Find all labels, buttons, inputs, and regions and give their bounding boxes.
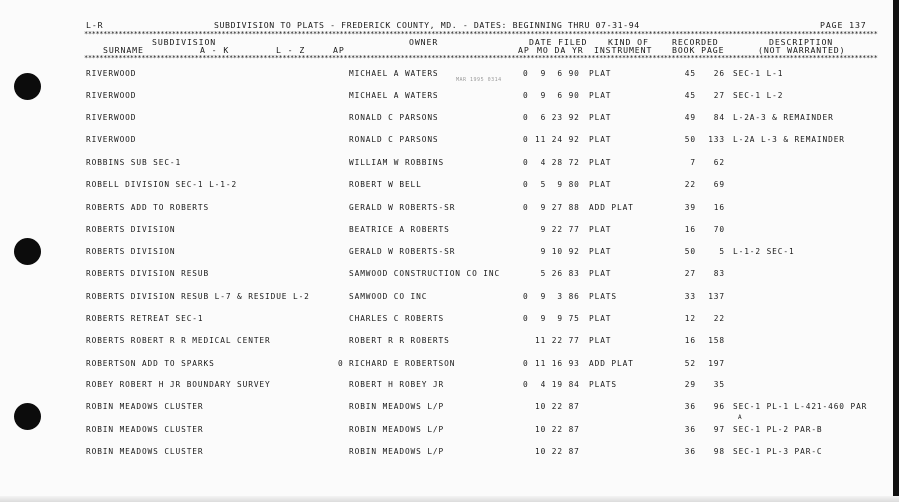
kind-of-instrument: ADD PLAT <box>589 359 634 368</box>
date-filed: 9 22 77 <box>535 225 580 234</box>
recorded-book: 7 <box>690 158 696 167</box>
table-row <box>0 247 899 261</box>
date-filed: 9 6 90 <box>535 69 580 78</box>
col-range-l-z: L - Z <box>276 45 306 55</box>
table-row <box>0 447 899 461</box>
owner-name: ROBIN MEADOWS L/P <box>349 425 445 434</box>
table-row <box>0 203 899 217</box>
owner-name: SAMWOOD CO INC <box>349 292 428 301</box>
table-row <box>0 336 899 350</box>
report-code: L-R <box>86 20 104 30</box>
col-ap-2: AP <box>518 45 530 55</box>
description: SEC-1 PL-2 PAR-B <box>733 425 823 434</box>
recorded-page: 62 <box>713 158 725 167</box>
owner-name: BEATRICE A ROBERTS <box>349 225 450 234</box>
subdivision-name: ROBERTS DIVISION RESUB <box>86 269 210 278</box>
page-label: PAGE 137 <box>820 20 867 30</box>
kind-of-instrument: PLAT <box>589 225 612 234</box>
subdivision-name: ROBIN MEADOWS CLUSTER <box>86 402 204 411</box>
recorded-book: 50 <box>684 135 696 144</box>
table-row <box>0 402 899 416</box>
ap-flag: 0 <box>523 380 529 389</box>
film-bottom-strip <box>0 496 899 502</box>
owner-name: WILLIAM W ROBBINS <box>349 158 445 167</box>
description: SEC-1 L-1 <box>733 69 784 78</box>
description: SEC-1 PL-1 L-421-460 PAR <box>733 402 868 411</box>
col-surname: SURNAME <box>103 45 144 55</box>
subdivision-name: ROBIN MEADOWS CLUSTER <box>86 447 204 456</box>
recorded-page: 84 <box>713 113 725 122</box>
col-book-page: BOOK PAGE <box>672 45 725 55</box>
description: SEC-1 L-2 <box>733 91 784 100</box>
ap-flag: 0 <box>523 158 529 167</box>
kind-of-instrument: PLAT <box>589 180 612 189</box>
kind-of-instrument: PLAT <box>589 113 612 122</box>
ap-flag: 0 <box>523 180 529 189</box>
col-not-warranted: (NOT WARRANTED) <box>758 45 846 55</box>
separator-top: **************************************************************************************************************************************************************************************************************** <box>84 30 878 38</box>
recorded-book: 39 <box>684 203 696 212</box>
table-row <box>0 314 899 328</box>
date-filed: 6 23 92 <box>535 113 580 122</box>
date-filed: 4 28 72 <box>535 158 580 167</box>
owner-name: MICHAEL A WATERS <box>349 69 439 78</box>
subdivision-name: ROBEY ROBERT H JR BOUNDARY SURVEY <box>86 380 271 389</box>
subdivision-name: RIVERWOOD <box>86 91 137 100</box>
table-row <box>0 380 899 394</box>
ap-flag: 0 <box>523 113 529 122</box>
col-description: DESCRIPTION <box>769 37 834 47</box>
owner-name: CHARLES C ROBERTS <box>349 314 445 323</box>
ap-flag: 0 <box>523 203 529 212</box>
table-row <box>0 292 899 306</box>
owner-name: RICHARD E ROBERTSON <box>349 359 456 368</box>
recorded-page: 70 <box>713 225 725 234</box>
recorded-book: 33 <box>684 292 696 301</box>
date-filed: 11 22 77 <box>535 336 580 345</box>
owner-name: GERALD W ROBERTS-SR <box>349 203 456 212</box>
col-owner: OWNER <box>409 37 439 47</box>
owner-name: SAMWOOD CONSTRUCTION CO INC <box>349 269 501 278</box>
col-mo-da-yr: MO DA YR <box>537 45 584 55</box>
recorded-book: 12 <box>684 314 696 323</box>
table-row <box>0 425 899 439</box>
subdivision-name: ROBIN MEADOWS CLUSTER <box>86 425 204 434</box>
ap-flag-left: 0 <box>338 359 344 368</box>
subdivision-name: RIVERWOOD <box>86 135 137 144</box>
recorded-page: 16 <box>713 203 725 212</box>
subdivision-name: ROBERTSON ADD TO SPARKS <box>86 359 215 368</box>
ap-flag: 0 <box>523 359 529 368</box>
table-row <box>0 225 899 239</box>
subdivision-name: ROBERTS RETREAT SEC-1 <box>86 314 204 323</box>
recorded-page: 83 <box>713 269 725 278</box>
col-ap: AP <box>333 45 345 55</box>
date-filed: 5 9 80 <box>535 180 580 189</box>
desc-overflow-mark: A <box>738 414 743 421</box>
recorded-book: 22 <box>684 180 696 189</box>
table-row <box>0 180 899 194</box>
kind-of-instrument: PLAT <box>589 91 612 100</box>
date-filed: 10 22 87 <box>535 447 580 456</box>
ap-flag: 0 <box>523 91 529 100</box>
description: SEC-1 PL-3 PAR-C <box>733 447 823 456</box>
recorded-page: 133 <box>708 135 725 144</box>
col-range-a-k: A - K <box>200 45 230 55</box>
kind-of-instrument: PLAT <box>589 158 612 167</box>
recorded-book: 36 <box>684 425 696 434</box>
owner-name: ROBERT H ROBEY JR <box>349 380 445 389</box>
description: L-2A-3 & REMAINDER <box>733 113 834 122</box>
report-title: SUBDIVISION TO PLATS - FREDERICK COUNTY, MD. - DATES: BEGINNING THRU 07-31-94 <box>214 20 640 30</box>
recorded-book: 49 <box>684 113 696 122</box>
date-filed: 10 22 87 <box>535 425 580 434</box>
table-row <box>0 69 899 83</box>
kind-of-instrument: PLAT <box>589 269 612 278</box>
date-filed: 9 9 75 <box>535 314 580 323</box>
recorded-book: 27 <box>684 269 696 278</box>
recorded-book: 52 <box>684 359 696 368</box>
recorded-page: 98 <box>713 447 725 456</box>
recorded-page: 69 <box>713 180 725 189</box>
date-filed: 11 16 93 <box>535 359 580 368</box>
recorded-book: 29 <box>684 380 696 389</box>
description: L-2A L-3 & REMAINDER <box>733 135 845 144</box>
subdivision-name: ROBERTS DIVISION <box>86 225 176 234</box>
recorded-page: 96 <box>713 402 725 411</box>
subdivision-name: ROBERTS ROBERT R R MEDICAL CENTER <box>86 336 271 345</box>
col-instrument: INSTRUMENT <box>594 45 653 55</box>
date-filed: 11 24 92 <box>535 135 580 144</box>
owner-name: RONALD C PARSONS <box>349 113 439 122</box>
kind-of-instrument: PLAT <box>589 336 612 345</box>
separator-bottom: **************************************************************************************************************************************************************************************************************** <box>84 54 878 62</box>
date-filed: 4 19 84 <box>535 380 580 389</box>
recorded-book: 36 <box>684 402 696 411</box>
smudged-stamp: MAR 1995 0314 <box>456 77 502 83</box>
col-date-filed: DATE FILED <box>529 37 588 47</box>
date-filed: 10 22 87 <box>535 402 580 411</box>
subdivision-name: ROBERTS DIVISION <box>86 247 176 256</box>
ap-flag: 0 <box>523 69 529 78</box>
table-row <box>0 135 899 149</box>
date-filed: 9 27 88 <box>535 203 580 212</box>
recorded-page: 27 <box>713 91 725 100</box>
recorded-page: 97 <box>713 425 725 434</box>
kind-of-instrument: PLAT <box>589 314 612 323</box>
owner-name: GERALD W ROBERTS-SR <box>349 247 456 256</box>
owner-name: ROBIN MEADOWS L/P <box>349 402 445 411</box>
recorded-page: 35 <box>713 380 725 389</box>
recorded-page: 197 <box>708 359 725 368</box>
owner-name: MICHAEL A WATERS <box>349 91 439 100</box>
recorded-page: 22 <box>713 314 725 323</box>
col-kind-of: KIND OF <box>608 37 649 47</box>
kind-of-instrument: PLATS <box>589 380 617 389</box>
col-recorded: RECORDED <box>672 37 719 47</box>
recorded-book: 45 <box>684 69 696 78</box>
subdivision-name: RIVERWOOD <box>86 113 137 122</box>
kind-of-instrument: ADD PLAT <box>589 203 634 212</box>
kind-of-instrument: PLAT <box>589 135 612 144</box>
recorded-book: 45 <box>684 91 696 100</box>
date-filed: 5 26 83 <box>535 269 580 278</box>
kind-of-instrument: PLAT <box>589 247 612 256</box>
subdivision-name: ROBERTS ADD TO ROBERTS <box>86 203 210 212</box>
date-filed: 9 3 86 <box>535 292 580 301</box>
date-filed: 9 10 92 <box>535 247 580 256</box>
subdivision-name: ROBBINS SUB SEC-1 <box>86 158 182 167</box>
date-filed: 9 6 90 <box>535 91 580 100</box>
owner-name: ROBERT W BELL <box>349 180 422 189</box>
subdivision-name: ROBELL DIVISION SEC-1 L-1-2 <box>86 180 238 189</box>
kind-of-instrument: PLATS <box>589 292 617 301</box>
recorded-page: 137 <box>708 292 725 301</box>
owner-name: RONALD C PARSONS <box>349 135 439 144</box>
recorded-book: 36 <box>684 447 696 456</box>
table-row <box>0 359 899 373</box>
description: L-1-2 SEC-1 <box>733 247 795 256</box>
subdivision-name: RIVERWOOD <box>86 69 137 78</box>
kind-of-instrument: PLAT <box>589 69 612 78</box>
table-row <box>0 158 899 172</box>
recorded-book: 50 <box>684 247 696 256</box>
subdivision-name: ROBERTS DIVISION RESUB L-7 & RESIDUE L-2 <box>86 292 310 301</box>
ap-flag: 0 <box>523 135 529 144</box>
recorded-page: 26 <box>713 69 725 78</box>
owner-name: ROBIN MEADOWS L/P <box>349 447 445 456</box>
recorded-page: 158 <box>708 336 725 345</box>
recorded-book: 16 <box>684 225 696 234</box>
table-row <box>0 113 899 127</box>
ap-flag: 0 <box>523 314 529 323</box>
table-row <box>0 91 899 105</box>
ap-flag: 0 <box>523 292 529 301</box>
col-subdivision: SUBDIVISION <box>152 37 217 47</box>
recorded-page: 5 <box>719 247 725 256</box>
table-row <box>0 269 899 283</box>
owner-name: ROBERT R R ROBERTS <box>349 336 450 345</box>
recorded-book: 16 <box>684 336 696 345</box>
